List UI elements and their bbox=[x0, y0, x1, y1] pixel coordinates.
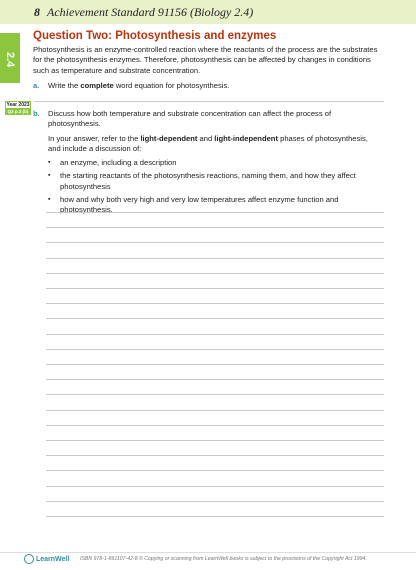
answer-line bbox=[46, 486, 384, 487]
question-intro: Photosynthesis is an enzyme-controlled reaction where the reactants of the process are the substrates for the photosynthesis enzymes. Therefore, photosynthesis can be affected by changes in conditions such as temperature and substrate concentration. bbox=[33, 45, 378, 75]
answer-line bbox=[46, 349, 384, 350]
question-title: Question Two: Photosynthesis and enzymes bbox=[33, 30, 277, 42]
answer-line bbox=[46, 212, 384, 213]
part-b-instructions bbox=[48, 134, 378, 155]
answer-line bbox=[46, 318, 384, 319]
year-badge-top: Year 2023 bbox=[6, 102, 30, 108]
part-b-bold-2: light-independent bbox=[214, 133, 278, 143]
answer-line bbox=[46, 303, 384, 304]
standard-title: Achievement Standard 91156 (Biology 2.4) bbox=[47, 5, 254, 19]
answer-line bbox=[46, 258, 384, 259]
header-bar bbox=[0, 0, 416, 24]
answer-line bbox=[46, 334, 384, 335]
page-number: 8 bbox=[34, 5, 40, 19]
answer-line bbox=[46, 242, 384, 243]
logo-icon bbox=[24, 554, 34, 564]
answer-lines[interactable] bbox=[46, 212, 384, 532]
answer-line bbox=[46, 364, 384, 365]
part-a-bold: complete bbox=[80, 81, 114, 90]
side-tab-label: 2.4 bbox=[4, 52, 16, 68]
bullet-item: ▪ the starting reactants of the photosynthesis reactions, naming them, and how they affect photosynthesis bbox=[48, 171, 378, 192]
bullet-item: ▪ how and why both very high and very low temperatures affect enzyme function and photosynthesis. bbox=[48, 195, 378, 216]
learnwell-logo bbox=[24, 554, 69, 564]
answer-line bbox=[46, 455, 384, 456]
part-b-instr-2: and bbox=[197, 133, 215, 143]
answer-line bbox=[46, 379, 384, 380]
year-badge bbox=[5, 101, 31, 114]
part-b-instr-1: In your answer, refer to the bbox=[48, 133, 141, 143]
answer-line bbox=[46, 440, 384, 441]
logo-text: LearnWell bbox=[36, 555, 70, 563]
part-a-text-before: Write the bbox=[48, 81, 81, 90]
part-a-text bbox=[48, 81, 229, 90]
copyright-text: ISBN 978-1-991107-42-8 © Copying or scanning from LearnWell books is subject to the provisions of the Copyright Act 1994. bbox=[80, 556, 367, 562]
answer-line bbox=[46, 394, 384, 395]
part-b-prompt: Discuss how both temperature and substrate concentration can affect the process of photosynthesis. bbox=[48, 109, 332, 129]
answer-line bbox=[46, 425, 384, 426]
answer-line bbox=[46, 273, 384, 274]
answer-line bbox=[46, 410, 384, 411]
answer-line bbox=[46, 501, 384, 502]
answer-line bbox=[46, 288, 384, 289]
bullet-item: ▪ an enzyme, including a description bbox=[48, 158, 378, 168]
part-a-letter: a. bbox=[33, 81, 40, 90]
answer-line bbox=[46, 227, 384, 228]
part-b-body bbox=[48, 109, 378, 219]
part-b-bullets bbox=[48, 158, 378, 215]
part-b-bold-1: light-dependent bbox=[140, 133, 198, 143]
part-b-letter: b. bbox=[33, 109, 40, 118]
part-b-instr-3: phases of photosynthesis, and include a discussion of: bbox=[48, 133, 368, 153]
part-a-text-after: word equation for photosynthesis. bbox=[113, 81, 230, 90]
answer-line bbox=[46, 470, 384, 471]
footer-divider bbox=[0, 552, 416, 553]
year-badge-bottom: Q2 p.3 (b) bbox=[5, 109, 31, 115]
part-a-answer-line bbox=[34, 101, 384, 102]
answer-line bbox=[46, 516, 384, 517]
